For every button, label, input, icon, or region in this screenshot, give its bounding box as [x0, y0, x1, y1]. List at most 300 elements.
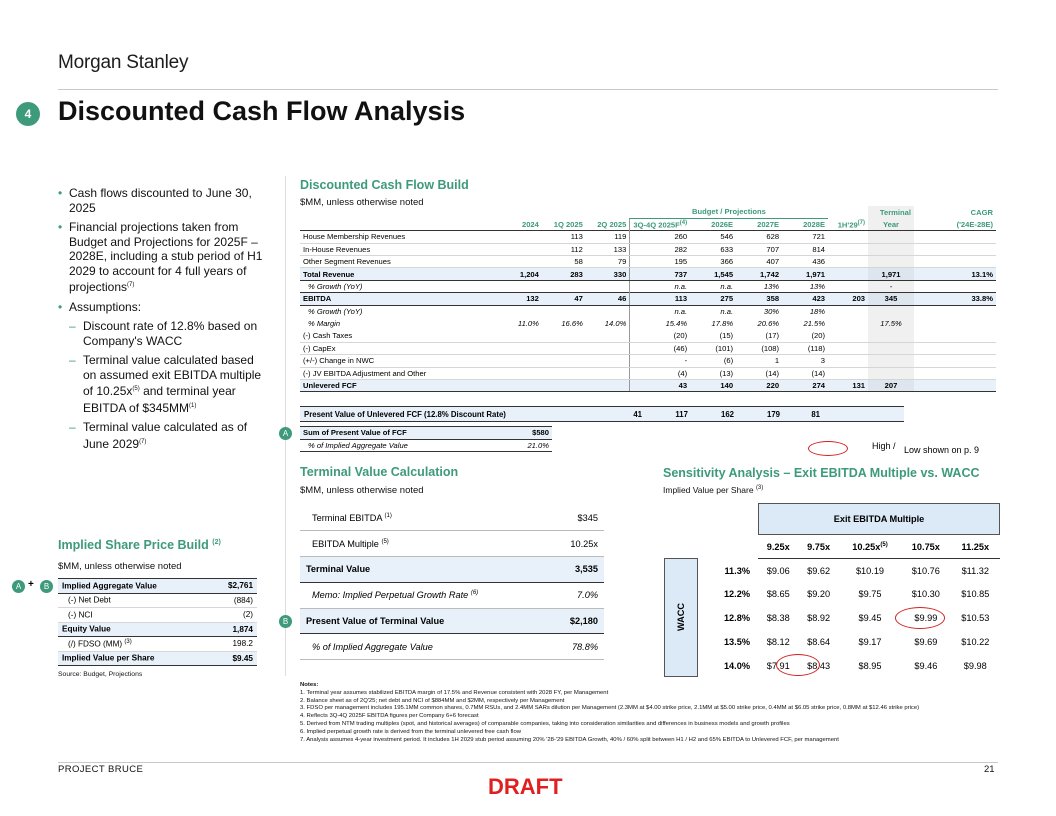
dcf-cell: (101): [690, 342, 736, 354]
footnote: 6. Implied perpetual growth rate is derived from the terminal unlevered free cash flow: [300, 728, 522, 735]
dcf-row: [300, 318, 996, 330]
col-1q2025: 1Q 2025: [553, 219, 583, 229]
dcf-cell: 16.6%: [561, 319, 583, 329]
sensitivity-row: [700, 630, 1000, 654]
dcf-cell: [828, 305, 868, 317]
sensitivity-cell: $10.53: [961, 613, 990, 624]
wacc-row-header: 12.8%: [723, 613, 750, 624]
dcf-cell: [496, 243, 542, 255]
assumptions-bullets: [58, 186, 263, 456]
dcf-cell: [496, 342, 542, 354]
dcf-cell: (4): [630, 367, 690, 379]
dcf-cell: (17): [736, 330, 782, 342]
pct-aggregate-row: [300, 439, 552, 452]
dcf-cell: [496, 305, 542, 317]
dcf-cell: [914, 243, 996, 255]
dcf-row: [300, 367, 996, 379]
sensitivity-cell: $7.91: [766, 660, 790, 671]
dcf-cell: (20): [782, 330, 828, 342]
dcf-cell: [828, 318, 868, 330]
sum-pv-row: [300, 427, 552, 440]
dcf-row-label: (-) Cash Taxes: [300, 330, 496, 342]
sensitivity-column-header-row: [700, 535, 1000, 559]
terminal-row-label: % of Implied Aggregate Value: [300, 634, 550, 660]
terminal-year-label: Year: [868, 218, 914, 230]
dcf-cell: 546: [690, 231, 736, 243]
dcf-cell: (14): [736, 367, 782, 379]
sensitivity-cell: $8.12: [766, 637, 790, 648]
dcf-cell: [868, 342, 914, 354]
exit-multiple-header: Exit EBITDA Multiple: [758, 503, 1000, 535]
dcf-cell: 1: [736, 355, 782, 367]
terminal-value-table: [300, 505, 604, 660]
dcf-cell: [914, 231, 996, 243]
dcf-row: [300, 330, 996, 342]
terminal-row: [300, 505, 604, 531]
dcf-cell: [496, 379, 542, 391]
exit-multiple-column-header: $10.25x^{(5)}$: [839, 535, 901, 559]
dcf-cell: (46): [630, 342, 690, 354]
dcf-cell: (13): [690, 367, 736, 379]
dcf-cell: (108): [736, 342, 782, 354]
dcf-cell: [868, 256, 914, 268]
dcf-cell: 1,971: [782, 268, 828, 280]
pv-fcf-value: 81: [784, 407, 824, 422]
terminal-row: [300, 608, 604, 634]
dcf-build-subtitle: $MM, unless otherwise noted: [300, 197, 424, 208]
plus-sign: +: [28, 579, 34, 590]
marker-a-circle: A: [279, 427, 292, 440]
dcf-cell: 33.8%: [914, 293, 996, 305]
low-value-ellipse: [776, 654, 820, 676]
dcf-cell: 274: [782, 379, 828, 391]
pv-fcf-value: 162: [692, 407, 738, 422]
dcf-row-label: % Growth (YoY): [308, 282, 363, 292]
pv-fcf-value: 117: [646, 407, 692, 422]
dcf-cell: 79: [586, 256, 630, 268]
pv-fcf-label: Present Value of Unlevered FCF (12.8% Discount Rate): [300, 407, 586, 422]
sensitivity-cell: $9.20: [807, 589, 831, 600]
dcf-cell: 628: [736, 231, 782, 243]
dcf-cell: 283: [542, 268, 586, 280]
column-divider: [285, 176, 286, 676]
sensitivity-cell: $10.76: [911, 565, 940, 576]
dcf-cell: 133: [586, 243, 630, 255]
terminal-value-subtitle: $MM, unless otherwise noted: [300, 485, 424, 496]
dcf-cell: 282: [630, 243, 690, 255]
implied-share-price-subtitle: $MM, unless otherwise noted: [58, 561, 182, 572]
sensitivity-row: [700, 654, 1000, 678]
cagr-period-label: ('24E-28E): [956, 219, 993, 229]
dcf-cell: 633: [690, 243, 736, 255]
sensitivity-cell: $9.45: [858, 613, 882, 624]
pv-fcf-value: 179: [738, 407, 784, 422]
terminal-value-title: Terminal Value Calculation: [300, 465, 459, 479]
dcf-group-header-row: [300, 206, 996, 218]
footnote: 5. Derived from NTM trading multiples (spot, and historical averages) of comparable companies, taking into consideration similarities and differences in business models and growth profiles: [300, 720, 790, 727]
dcf-cell: 13.1%: [914, 268, 996, 280]
dcf-row: [300, 280, 996, 292]
dcf-cell: 112: [542, 243, 586, 255]
pv-fcf-row: [300, 407, 904, 422]
sensitivity-cell: $8.95: [858, 660, 882, 671]
dcf-row-label: In-House Revenues: [300, 243, 496, 255]
dcf-cell: [496, 330, 542, 342]
dcf-cell: [496, 280, 542, 292]
dcf-cell: [828, 231, 868, 243]
dcf-cell: 30%: [763, 307, 780, 317]
dcf-cell: 17.8%: [711, 319, 734, 329]
dcf-cell: 721: [782, 231, 828, 243]
exit-multiple-column-header: 9.25x: [758, 535, 798, 559]
terminal-row-value: $2,180: [550, 608, 604, 634]
section-number-badge: 4: [16, 102, 40, 126]
dcf-cell: 113: [542, 231, 586, 243]
project-name: PROJECT BRUCE: [58, 764, 144, 775]
col-2024: 2024: [521, 219, 539, 229]
dcf-cell: 131: [828, 379, 868, 391]
dcf-cell: -: [868, 280, 914, 292]
footnote: 2. Balance sheet as of 2Q'25; net debt and NCI of $884MM and $2MM, respectively per Management: [300, 697, 565, 704]
dcf-cell: (15): [690, 330, 736, 342]
dcf-cell: 345: [868, 293, 914, 305]
implied-row: [58, 622, 257, 637]
dcf-cell: [828, 280, 868, 292]
dcf-cell: [586, 355, 630, 367]
dcf-cell: 814: [782, 243, 828, 255]
sum-pv-table: [300, 426, 552, 452]
dcf-cell: (20): [630, 330, 690, 342]
dcf-cell: [542, 355, 586, 367]
dcf-cell: [914, 256, 996, 268]
sensitivity-cell: $11.32: [961, 565, 989, 576]
sensitivity-cell: $10.22: [961, 637, 990, 648]
dcf-row: [300, 379, 996, 391]
dcf-cell: 14.0%: [604, 319, 627, 329]
dcf-cell: [868, 355, 914, 367]
dcf-row: [300, 342, 996, 354]
dcf-cell: 43: [630, 379, 690, 391]
dcf-cell: 436: [782, 256, 828, 268]
dcf-cell: 707: [736, 243, 782, 255]
sensitivity-cell: $8.38: [766, 613, 790, 624]
terminal-row: [300, 634, 604, 660]
sensitivity-cell: $9.99: [914, 613, 938, 624]
dcf-column-header-row: [300, 218, 996, 230]
sensitivity-cell: $9.98: [963, 660, 987, 671]
dcf-cell: 3: [782, 355, 828, 367]
dcf-cell: -: [630, 355, 690, 367]
sensitivity-cell: $10.30: [911, 589, 940, 600]
dcf-cell: [828, 243, 868, 255]
implied-share-price-table: [58, 578, 257, 666]
pv-fcf-value: 41: [586, 407, 646, 422]
dcf-cell: [586, 367, 630, 379]
dcf-build-title: Discounted Cash Flow Build: [300, 178, 469, 192]
dcf-cell: 140: [690, 379, 736, 391]
sub-bullet-discount-rate: – Discount rate of 12.8% based on Company's WACC: [69, 319, 263, 348]
dcf-cell: [914, 305, 996, 317]
sensitivity-row: [700, 559, 1000, 583]
pct-aggregate-label: % of Implied Aggregate Value: [300, 439, 502, 452]
page-title: Discounted Cash Flow Analysis: [58, 96, 466, 126]
terminal-row-label: Present Value of Terminal Value: [300, 608, 550, 634]
page-number: 21: [984, 764, 995, 775]
dcf-cell: 11.0%: [517, 319, 539, 329]
dcf-cell: 366: [690, 256, 736, 268]
sensitivity-cell: $8.43: [807, 660, 831, 671]
budget-projections-label: Budget / Projections: [630, 206, 828, 218]
legend-low-label: Low shown on p. 9: [904, 445, 980, 455]
dcf-cell: 47: [542, 293, 586, 305]
dcf-cell: [542, 305, 586, 317]
dcf-cell: [914, 318, 996, 330]
dcf-cell: [542, 280, 586, 292]
sensitivity-table: [700, 535, 1000, 678]
implied-row: [58, 579, 257, 594]
terminal-row-label: EBITDA Multiple $^{(5)}$: [300, 531, 550, 557]
footnote: 3. FDSO per management includes 195.1MM common shares, 0.7MM RSUs, and 2.4MM SARs dilution per Management (2.3MM at $4.00 strike price, 2.1MM at $5.00 strike price, 0.4MM at $6.05 strike price, 0.8MM at $12.46 strike price): [300, 705, 920, 712]
dcf-cell: [586, 342, 630, 354]
marker-b-circle: B: [40, 580, 53, 593]
bullet-projections: • Financial projections taken from Budget and Projections for 2025F – 2028E, including a stub period of H1 2029 to account for 4 full years of projections$^{(7)}$: [58, 220, 263, 295]
notes-heading: Notes:: [300, 682, 319, 688]
pct-aggregate-value: 21.0%: [502, 439, 552, 452]
sensitivity-cell: $9.06: [766, 565, 790, 576]
footer-divider: [58, 762, 998, 763]
implied-row-label: (-) Net Debt: [58, 593, 209, 608]
dcf-row-label: EBITDA: [300, 293, 496, 305]
dcf-cell: (14): [782, 367, 828, 379]
sum-pv-label: Sum of Present Value of FCF: [300, 427, 502, 440]
terminal-row-value: 7.0%: [550, 582, 604, 608]
dcf-row-label: Other Segment Revenues: [300, 256, 496, 268]
col-2q2025: 2Q 2025: [597, 219, 627, 229]
implied-row: [58, 651, 257, 666]
sensitivity-cell: $8.65: [766, 589, 790, 600]
dcf-row: [300, 293, 996, 305]
implied-row-label: Implied Value per Share: [58, 651, 209, 666]
dcf-cell: 1,545: [690, 268, 736, 280]
dcf-cell: 1,204: [496, 268, 542, 280]
terminal-label: Terminal: [868, 206, 914, 218]
dcf-row: [300, 268, 996, 280]
sub-bullet-terminal-date: – Terminal value calculated as of June 2029$^{(7)}$: [69, 420, 263, 451]
draft-watermark: DRAFT: [488, 774, 563, 799]
marker-b-circle: B: [279, 615, 292, 628]
dcf-cell: 195: [630, 256, 690, 268]
sum-pv-value: $580: [502, 427, 552, 440]
implied-row-value: $9.45: [209, 651, 257, 666]
implied-row-value: 1,874: [209, 622, 257, 637]
high-value-ellipse: [895, 607, 945, 629]
col-1h29: 1H'29$^{(7)}$: [837, 219, 866, 230]
cagr-label: CAGR: [970, 207, 993, 217]
implied-row-label: Implied Aggregate Value: [58, 579, 209, 594]
dcf-row: [300, 256, 996, 268]
dcf-cell: 275: [690, 293, 736, 305]
exit-multiple-column-header: 11.25x: [951, 535, 1000, 559]
terminal-row-label: Memo: Implied Perpetual Growth Rate $^{(6)}$: [300, 582, 550, 608]
sensitivity-cell: $9.69: [914, 637, 938, 648]
dcf-cell: 737: [630, 268, 690, 280]
dcf-build-table: [300, 206, 996, 392]
dcf-cell: [868, 243, 914, 255]
dcf-cell: 18%: [809, 307, 826, 317]
wacc-row-header: 13.5%: [723, 637, 750, 648]
header-divider: [58, 89, 998, 90]
dcf-row-label: Unlevered FCF: [300, 379, 496, 391]
terminal-row: [300, 557, 604, 583]
implied-row-value: $2,761: [209, 579, 257, 594]
wacc-row-header: 11.3%: [724, 565, 750, 576]
dcf-cell: [914, 330, 996, 342]
dcf-cell: 260: [630, 231, 690, 243]
sensitivity-cell: $9.62: [807, 565, 831, 576]
col-2028e: 2028E: [803, 220, 826, 230]
dcf-cell: 1,971: [868, 268, 914, 280]
dcf-cell: 330: [586, 268, 630, 280]
terminal-row-label: Terminal EBITDA $^{(1)}$: [300, 505, 550, 531]
wacc-axis-label: WACC: [676, 602, 686, 632]
dcf-cell: [586, 379, 630, 391]
sensitivity-cell: $8.92: [807, 613, 831, 624]
footnote: 4. Reflects 3Q-4Q 2025F EBITDA figures per Company 6+6 forecast: [300, 713, 479, 720]
dcf-cell: 13%: [809, 282, 826, 292]
dcf-cell: 21.5%: [803, 319, 826, 329]
implied-row: [58, 637, 257, 652]
dcf-cell: [586, 330, 630, 342]
legend-highlight-ellipse: [808, 441, 848, 456]
dcf-cell: [828, 256, 868, 268]
sensitivity-cell: $9.75: [858, 589, 882, 600]
dcf-cell: n.a.: [720, 307, 734, 317]
dcf-cell: n.a.: [630, 305, 690, 317]
terminal-row-label: Terminal Value: [300, 557, 550, 583]
dcf-cell: [496, 355, 542, 367]
dcf-row: [300, 305, 996, 317]
dcf-row: [300, 355, 996, 367]
implied-row-value: (884): [209, 593, 257, 608]
dcf-cell: 1,742: [736, 268, 782, 280]
dcf-cell: 358: [736, 293, 782, 305]
dcf-row: [300, 243, 996, 255]
implied-row-value: (2): [209, 608, 257, 623]
dcf-cell: [868, 231, 914, 243]
dcf-cell: 46: [586, 293, 630, 305]
dcf-cell: 20.6%: [757, 319, 780, 329]
dcf-cell: [828, 268, 868, 280]
dcf-cell: [542, 379, 586, 391]
wacc-row-header: 14.0%: [723, 660, 750, 671]
dcf-cell: 423: [782, 293, 828, 305]
implied-row-value: 198.2: [209, 637, 257, 652]
sensitivity-cell: $9.17: [858, 637, 882, 648]
marker-a-circle: A: [12, 580, 25, 593]
footnote: 1. Terminal year assumes stabilized EBITDA margin of 17.5% and Revenue consistent with 2028 FY, per Management: [300, 689, 609, 696]
dcf-cell: [914, 280, 996, 292]
dcf-cell: [496, 231, 542, 243]
dcf-cell: [828, 367, 868, 379]
dcf-row-label: (-) JV EBITDA Adjustment and Other: [300, 367, 496, 379]
implied-share-price-title: Implied Share Price Build $^{(2)}$: [58, 538, 221, 552]
sensitivity-cell: $9.46: [914, 660, 938, 671]
dcf-cell: n.a.: [630, 280, 690, 292]
sensitivity-cell: $10.85: [961, 589, 990, 600]
terminal-row-value: 3,535: [550, 557, 604, 583]
terminal-row: [300, 582, 604, 608]
implied-row: [58, 608, 257, 623]
footnotes: [300, 682, 1000, 744]
pv-fcf-table: [300, 406, 904, 422]
dcf-row-label: (-) CapEx: [300, 342, 496, 354]
legend-high-label: High /: [872, 441, 896, 451]
col-3q4q2025: 3Q-4Q $2025F^{(4)}$: [630, 218, 690, 230]
dcf-cell: 407: [736, 256, 782, 268]
implied-row-label: (-) NCI: [58, 608, 209, 623]
sensitivity-row: [700, 606, 1000, 630]
bullet-discount-date: • Cash flows discounted to June 30, 2025: [58, 186, 263, 215]
dcf-cell: (6): [690, 355, 736, 367]
dcf-cell: 220: [736, 379, 782, 391]
wacc-row-header: 12.2%: [723, 589, 750, 600]
terminal-row-value: $345: [550, 505, 604, 531]
dcf-cell: [496, 367, 542, 379]
dcf-cell: 15.4%: [630, 318, 690, 330]
col-2026e: 2026E: [711, 220, 734, 230]
dcf-cell: 119: [586, 231, 630, 243]
dcf-cell: [828, 342, 868, 354]
bullet-assumptions: • Assumptions: – Discount rate of 12.8% based on Company's WACC – Terminal value calculated based on assumed exit EBITDA multiple of $10.25x^{(5)}$ and terminal year EBITDA of $345MM$^{(1)}$ – Terminal value calculated as of June 2029$^{(7)}$: [58, 300, 263, 452]
sub-bullet-terminal-multiple: – Terminal value calculated based on assumed exit EBITDA multiple of $10.25x^{(5)}$ and terminal year EBITDA of $345MM$^{(1)}$: [69, 353, 263, 415]
dcf-cell: 207: [868, 379, 914, 391]
dcf-cell: 58: [542, 256, 586, 268]
sensitivity-title: Sensitivity Analysis – Exit EBITDA Multiple vs. WACC: [663, 466, 980, 480]
dcf-cell: n.a.: [720, 282, 734, 292]
dcf-cell: [542, 367, 586, 379]
implied-row: [58, 593, 257, 608]
dcf-cell: [828, 330, 868, 342]
dcf-cell: [586, 305, 630, 317]
dcf-cell: [914, 379, 996, 391]
sensitivity-subtitle: Implied Value per Share $^{(3)}$: [663, 485, 764, 495]
source-note: Source: Budget, Projections: [58, 671, 143, 678]
sensitivity-cell: $10.19: [855, 565, 885, 576]
dcf-row: [300, 231, 996, 243]
dcf-row-label: House Membership Revenues: [300, 231, 496, 243]
morgan-stanley-logo: Morgan Stanley: [58, 52, 189, 73]
dcf-row-label: (+/-) Change in NWC: [300, 355, 496, 367]
implied-row-label: (/) FDSO (MM) $^{(3)}$: [58, 637, 209, 652]
dcf-cell: (118): [782, 342, 828, 354]
dcf-cell: [542, 330, 586, 342]
footnote: 7. Analysis assumes 4-year investment period. It includes 1H 2029 stub period assuming 20% '28-'29 EBITDA Growth, 40% / 60% split between H1 / H2 and 65% EBITDA to Unlevered FCF, per management: [300, 736, 839, 743]
dcf-cell: [868, 367, 914, 379]
dcf-cell: [542, 342, 586, 354]
dcf-cell: [914, 342, 996, 354]
dcf-cell: 203: [828, 293, 868, 305]
dcf-cell: [496, 256, 542, 268]
dcf-cell: [868, 305, 914, 317]
dcf-cell: [586, 280, 630, 292]
sensitivity-row: [700, 583, 1000, 607]
exit-multiple-column-header: 10.75x: [901, 535, 950, 559]
dcf-cell: 13%: [763, 282, 780, 292]
dcf-cell: 113: [630, 293, 690, 305]
implied-row-label: Equity Value: [58, 622, 209, 637]
dcf-cell: [868, 330, 914, 342]
terminal-row: [300, 531, 604, 557]
